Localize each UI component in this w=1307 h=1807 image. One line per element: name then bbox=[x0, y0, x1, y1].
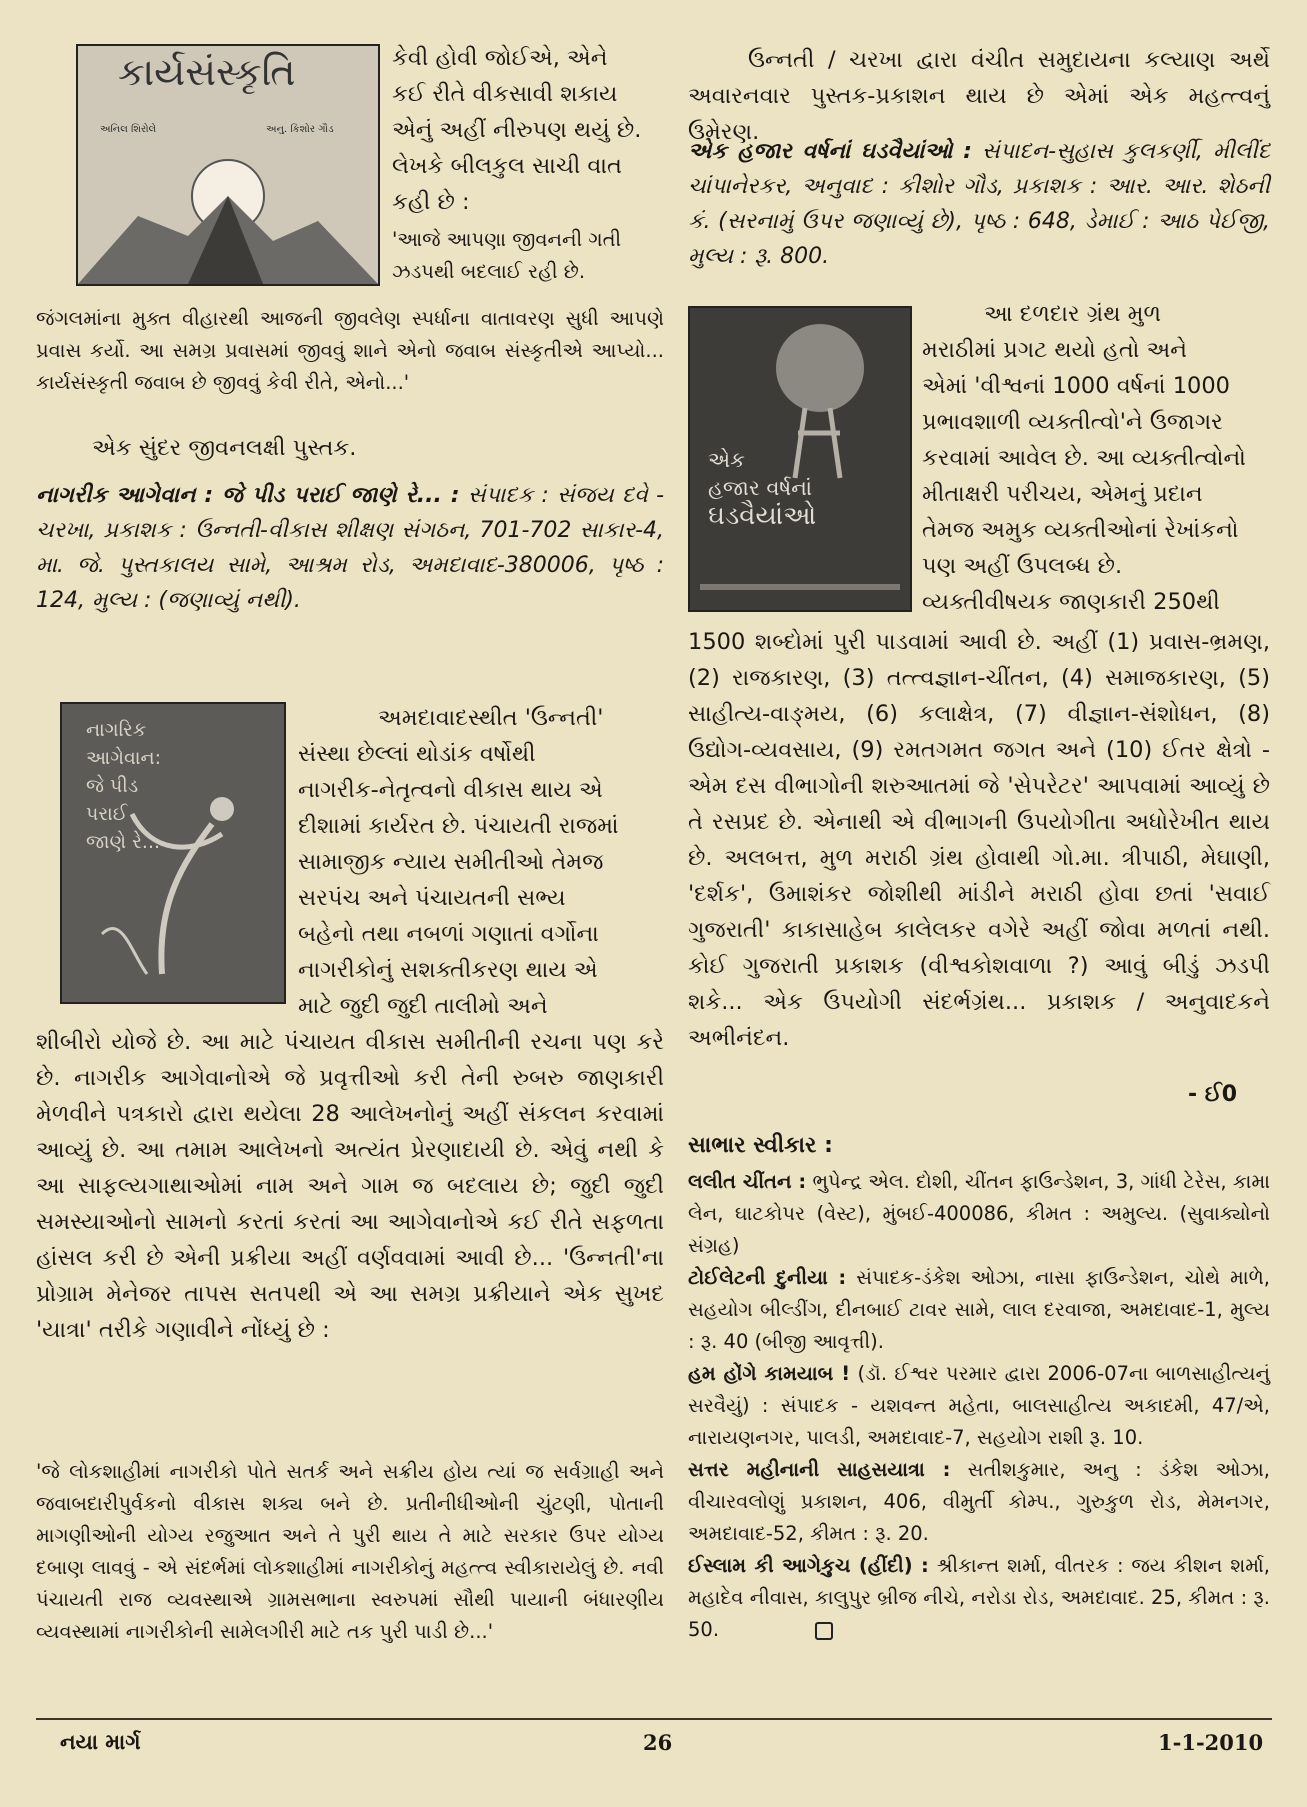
cover-line: નાગરિક bbox=[86, 719, 147, 741]
para-line: મરાઠીમાં પ્રગટ થયો હતો અને bbox=[922, 337, 1188, 363]
intro-line: કેવી હોવી જોઈએ, એને bbox=[392, 45, 608, 71]
ack-item: સત્તર મહીનાની સાહસયાત્રા : સતીશકુમાર, અનુ : ડંકેશ ઓઝા, વીચારવલોણું પ્રકાશન, 406, વીમુર્તી કોમ્પ., ગુરુકુળ રોડ, મેમનગર, અમદાવાદ-52, કીમત : રૂ. 20. bbox=[688, 1458, 1271, 1545]
para-line: વ્યક્તીવીષયક જાણકારી 250થી bbox=[922, 589, 1220, 615]
para-line: નાગરીક-નેતૃત્વનો વીકાસ થાય એ bbox=[298, 777, 603, 803]
para-ek-hajar-wrap bbox=[922, 296, 1270, 620]
para-line: સંસ્થા છેલ્લાં થોડાંક વર્ષોથી bbox=[298, 741, 536, 767]
intro-line: ઝડપથી બદલાઈ રહી છે. bbox=[392, 260, 586, 283]
para-line: આ દળદાર ગ્રંથ મુળ bbox=[984, 301, 1162, 327]
cover-line: જાણે રે... bbox=[86, 831, 161, 853]
ack-item: ઈસ્લામ કી આગેકુચ (હીંદી) : શ્રીકાન્ત શર્મા, વીતરક : જય કીશન શર્મા, મહાદેવ નીવાસ, કાલુપુર બ્રીજ નીચે, નરોડા રોડ, અમદાવાદ. 25, કીમત : રૂ. 50. bbox=[688, 1554, 1271, 1641]
intro-block bbox=[392, 40, 664, 288]
book-title: એક હજાર વર્ષનાં ઘડવૈયાંઓ : bbox=[688, 139, 972, 164]
intro-line: એનું અહીં નીરુપણ થયું છે. bbox=[392, 117, 642, 143]
right-intro: ઉન્નતી / ચરખા દ્વારા વંચીત સમુદાયના કલ્યાણ અર્થે અવારનવાર પુસ્તક-પ્રકાશન થાય છે એમાં એક મહત્ત્વનું ઉમેરણ. bbox=[688, 47, 1270, 145]
ack-item: લલીત ચીંતન : ભુપેન્દ્ર એલ. દોશી, ચીંતન ફાઉન્ડેશન, 3, ગાંધી ટેરેસ, કામા લેન, ઘાટકોપર (વેસ્ટ), મુંબઈ-400086, કીમત : અમુલ્ય. (સુવાક્યોનો સંગ્રહ) bbox=[688, 1170, 1270, 1257]
ack-item: હમ હોંગે કામયાબ ! (ડૉ. ઈશ્વર પરમાર દ્વારા 2006-07ના બાળસાહીત્યનું સરવૈયું) : સંપાદક - યશવન્ત મહેતા, બાલસાહીત્ય અકાદમી, 47/એ, નારાયણનગર, પાલડી, અમદાવાદ-7, સહયોગ રાશી રૂ. 10. bbox=[688, 1362, 1270, 1449]
footer-rule bbox=[36, 1718, 1272, 1720]
cover-line: જે પીડ bbox=[86, 775, 139, 797]
cover-line: આગેવાન: bbox=[86, 747, 162, 769]
cover-author: અનિલ શિરોલે bbox=[100, 124, 157, 135]
para-unnati-rest: શીબીરો યોજે છે. આ માટે પંચાયત વીકાસ સમીતીની રચના પણ કરે છે. નાગરીક આગેવાનોએ જે પ્રવૃત્તીઓ કરી તેની રુબરુ જાણકારી મેળવીને પત્રકારો દ્વારા થયેલા 28 આલેખનોનું અહીં સંકલન કરવામાં આવ્યું છે. આ તમામ આલેખનો અત્યંત પ્રેરણાદાયી છે. એવું નથી કે આ સાફલ્યગાથાઓમાં નામ અને ગામ જ બદલાય છે; જુદી જુદી સમસ્યાઓનો સામનો કરતાં કરતાં આ આગેવાનોએ કઈ રીતે સફળતા હાંસલ કરી છે એની પ્રક્રીયા અહીં વર્ણવવામાં આવી છે... 'ઉન્નતી'ના પ્રોગ્રામ મેનેજર તાપસ સતપથી એ આ સમગ્ર પ્રક્રીયાને એક સુખદ 'યાત્રા' તરીકે ગણાવીને નોંધ્યું છે : bbox=[36, 1029, 664, 1343]
para-line: એમાં 'વીશ્વનાં 1000 વર્ષનાં 1000 bbox=[922, 373, 1230, 399]
ack-list bbox=[688, 1166, 1270, 1646]
cover-line: ઘડવૈયાંઓ bbox=[708, 501, 817, 531]
cover-line: પરાઈ bbox=[86, 803, 128, 825]
ack-item: ટોઈલેટની દુનીયા : સંપાદક-ડંકેશ ઓઝા, નાસા ફાઉન્ડેશન, ચોથે માળે, સહયોગ બીલ્ડીંગ, દીનબાઈ ટાવર સામે, લાલ દરવાજા, અમદાવાદ-1, મુલ્ય : રૂ. 40 (બીજી આવૃત્તી). bbox=[688, 1266, 1271, 1353]
intro-line: કહી છે : bbox=[392, 189, 470, 215]
end-mark-icon bbox=[815, 1622, 833, 1640]
para-line: અમદાવાદસ્થીત 'ઉન્નતી' bbox=[378, 705, 604, 731]
signature: - ઈ0 bbox=[1188, 1082, 1238, 1107]
para-line: સામાજીક ન્યાય સમીતીઓ તેમજ bbox=[298, 849, 604, 875]
cover-translator: અનુ. કિશોર ગૌડ bbox=[266, 124, 334, 135]
intro-line: લેખકે બીલકુલ સાચી વાત bbox=[392, 153, 622, 179]
page-number: 26 bbox=[643, 1730, 673, 1755]
book-title: નાગરીક આગેવાન : જે પીડ પરાઈ જાણે રે... : bbox=[36, 483, 460, 508]
para-ek-hajar-rest: 1500 શબ્દોમાં પુરી પાડવામાં આવી છે. અહીં (1) પ્રવાસ-ભ્રમણ, (2) રાજકારણ, (3) તત્ત્વજ્ઞાન-ચીંતન, (4) સમાજકારણ, (5) સાહીત્ય-વાઙ્મય, (6) કલાક્ષેત્ર, (7) વીજ્ઞાન-સંશોધન, (8) ઉદ્યોગ-વ્યવસાય, (9) રમતગમત જગત અને (10) ઈતર ક્ષેત્રો - એમ દસ વીભાગોની શરુઆતમાં જે 'સેપરેટર' આપવામાં આવ્યું છે તે રસપ્રદ છે. એનાથી એ વીભાગની ઉપયોગીતા અધોરેખીત થાય છે. અલબત્ત, મુળ મરાઠી ગ્રંથ હોવાથી ગો.મા. ત્રીપાઠી, મેઘાણી, 'દર્શક', ઉમાશંકર જોશીથી માંડીને મરાઠી હોવા છતાં 'સવાઈ ગુજરાતી' કાકાસાહેબ કાલેલકર વગેરે અહીં જોવા મળતાં નથી. કોઈ ગુજરાતી પ્રકાશક (વીશ્વકોશવાળા ?) આવું બીડું ઝડપી શકે... એક ઉપયોગી સંદર્ભગ્રંથ... પ્રકાશક / અનુવાદકને અભીનંદન. bbox=[688, 629, 1270, 1051]
book-details: સંપાદક : સંજય દવે - ચરખા, પ્રકાશક : ઉન્નતી-વીકાસ શીક્ષણ સંગઠન, 701-702 સાકાર-4, મા. જે. પુસ્તકાલય સામે, આશ્રમ રોડ, અમદાવાદ-380006, પૃષ્ઠ : 124, મુલ્ય : (જણાવ્યું નથી). bbox=[36, 483, 665, 613]
ack-heading: સાભાર સ્વીકાર : bbox=[688, 1133, 833, 1158]
para-line: માટે જુદી જુદી તાલીમો અને bbox=[298, 993, 548, 1019]
cover-line: હજાર વર્ષનાં bbox=[708, 476, 813, 500]
cover-karyasanskruti bbox=[76, 44, 380, 286]
quote-karyasanskruti: જંગલમાંના મુક્ત વીહારથી આજની જીવલેણ સ્પર્ધાના વાતાવરણ સુધી આપણે પ્રવાસ કર્યો. આ સમગ્ર પ્રવાસમાં જીવવું શાને એનો જવાબ સંસ્કૃતીએ આપ્યો... કાર્યસંસ્કૃતી જવાબ છે જીવવું કેવી રીતે, એનો...' bbox=[36, 307, 664, 394]
intro-line: 'આજે આપણા જીવનની ગતી bbox=[392, 228, 622, 251]
footer-magazine: નયા માર્ગ bbox=[60, 1730, 141, 1754]
intro-line: કઈ રીતે વીકસાવી શકાય bbox=[392, 81, 618, 107]
para-line: નાગરીકોનું સશક્તીકરણ થાય એ bbox=[298, 957, 598, 983]
issue-date: 1-1-2010 bbox=[1158, 1730, 1264, 1755]
book-ek-hajar bbox=[688, 134, 1270, 274]
para-line: કરવામાં આવેલ છે. આ વ્યક્તીત્વોનો bbox=[922, 445, 1246, 471]
para-line: મીતાક્ષરી પરીચય, એમનું પ્રદાન bbox=[922, 481, 1203, 507]
para-line: બહેનો તથા નબળાં ગણાતાં વર્ગોના bbox=[298, 921, 599, 947]
para-unnati-wrap bbox=[298, 700, 664, 1024]
para-line: દીશામાં કાર્યરત છે. પંચાયતી રાજમાં bbox=[298, 813, 619, 839]
book-nagrik-aagevan bbox=[36, 478, 664, 618]
cover-ek-hajar bbox=[688, 306, 912, 612]
para-line: પ્રભાવશાળી વ્યક્તીત્વો'ને ઉજાગર bbox=[922, 409, 1223, 435]
para-line: તેમજ અમુક વ્યક્તીઓનાં રેખાંકનો bbox=[922, 517, 1239, 543]
para-line: પણ અહીં ઉપલબ્ધ છે. bbox=[922, 553, 1123, 579]
summary-line: એક સુંદર જીવનલક્ષી પુસ્તક. bbox=[92, 435, 357, 461]
cover-line: એક bbox=[708, 448, 745, 472]
cover-title: કાર્યસંસ્કૃતિ bbox=[118, 50, 296, 94]
book-details: સંપાદન-સુહાસ કુલકર્ણી, મીલીંદ ચાંપાનેરકર, અનુવાદ : કીશોર ગૌડ, પ્રકાશક : આર. આર. શેઠની કં. (સરનામું ઉપર જણાવ્યું છે), પૃષ્ઠ : 648, ડેમાઈ : આઠ પેઈજી, મુલ્ય : રૂ. 800. bbox=[688, 139, 1270, 269]
cover-nagrik-aagevan bbox=[60, 702, 286, 1004]
quote-lokshahi: 'જે લોકશાહીમાં નાગરીકો પોતે સતર્ક અને સક્રીય હોય ત્યાં જ સર્વગ્રાહી અને જવાબદારીપુર્વકનો વીકાસ શક્ય બને છે. પ્રતીનીધીઓની ચુંટણી, પોતાની માગણીઓની યોગ્ય રજુઆત અને તે પુરી થાય તે માટે સરકાર ઉપર યોગ્ય દબાણ લાવવું - એ સંદર્ભમાં લોકશાહીમાં નાગરીકોનું મહત્ત્વ સ્વીકારાયેલું છે. નવી પંચાયતી રાજ વ્યવસ્થાએ ગ્રામસભાના સ્વરુપમાં સૌથી પાયાની બંધારણીય વ્યવસ્થામાં નાગરીકોની સામેલગીરી માટે તક પુરી પાડી છે...' bbox=[36, 1460, 664, 1643]
para-line: સરપંચ અને પંચાયતની સભ્ય bbox=[298, 885, 566, 911]
